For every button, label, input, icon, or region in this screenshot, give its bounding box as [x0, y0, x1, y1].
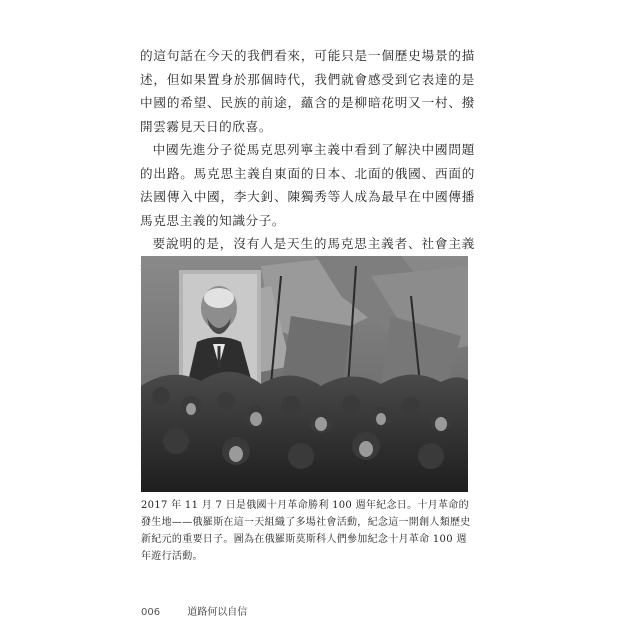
parade-photo: [141, 256, 468, 492]
body-text: [140, 44, 475, 279]
page-number: 006: [141, 607, 161, 618]
paragraph-2: 中國先進分子從馬克思列寧主義中看到了解決中國問題的出路。馬克思主義自東面的日本、北面的俄國、西面的法國傳入中國，李大釗、陳獨秀等人成為最早在中國傳播馬克思主義的知識分子。: [140, 142, 475, 228]
photo-caption: [141, 497, 476, 565]
crowd-with-lenin-portrait-photo: [141, 256, 468, 492]
book-title: 道路何以自信: [187, 607, 248, 618]
page-footer: [141, 603, 476, 618]
paragraph-3: 要說明的是，沒有人是天生的馬克思主義者、社會主義: [152, 236, 475, 251]
paragraph-1: 的這句話在今天的我們看來，可能只是一個歷史場景的描述，但如果置身於那個時代，我們就會感受到它表達的是中國的希望、民族的前途，蘊含的是柳暗花明又一村、撥開雲霧見天日的欣喜。: [140, 48, 475, 134]
caption-text: 2017 年 11 月 7 日是俄國十月革命勝利 100 週年紀念日。十月革命的發生地——俄羅斯在這一天組織了多場社會活動，紀念這一開創人類歷史新紀元的重要日子。圖為在俄羅斯莫斯科人們參加紀念十月革命 100 週年遊行活動。: [141, 500, 471, 562]
